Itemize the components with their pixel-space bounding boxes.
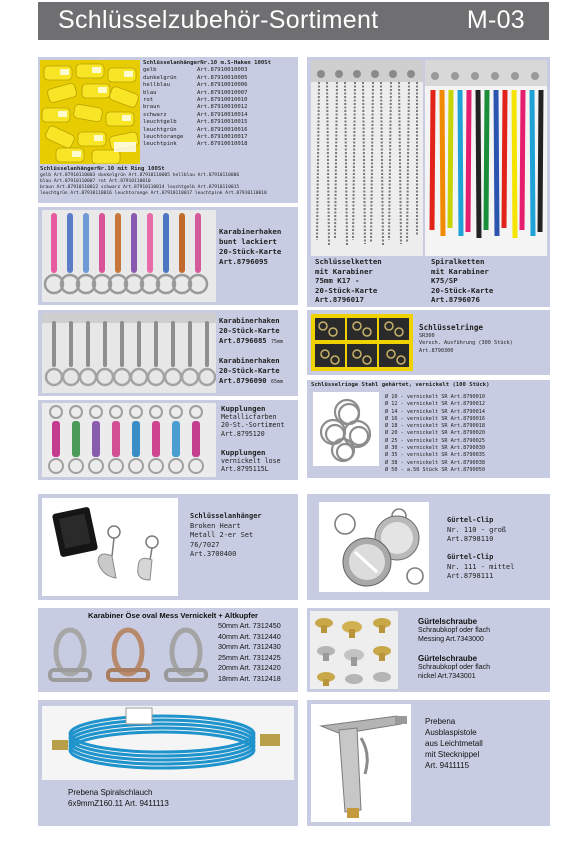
karabiner-20-art-b: Art.8796090 (219, 375, 267, 385)
spiral-art: Art.8796076 (431, 295, 480, 305)
chain-photo (311, 60, 423, 256)
broken-heart-panel (38, 494, 298, 600)
list-item: hellblau Art.87910010006 (143, 82, 248, 89)
schluesselringe-art: Art.8790300 (419, 347, 454, 354)
ringe-stahl-photo (313, 392, 379, 466)
karabiner-bunt-panel (38, 207, 298, 305)
keytag-photo (40, 60, 140, 164)
guertel-clip-photo (319, 502, 429, 592)
chain-title: Schlüsselketten (315, 257, 382, 266)
spiral-line: K75/SP (431, 276, 458, 286)
page-header (38, 2, 549, 40)
list-item: Ø 16 - vernickelt SR Art.8790016 (385, 415, 485, 422)
list-item: 20mm Art. 7312420 (218, 663, 281, 673)
spiralschlauch-panel (38, 700, 298, 826)
karabiner-20-photo (42, 313, 216, 393)
guertelschraube-art-b: nickel Art.7343001 (418, 673, 476, 681)
guertel-clip-title-b: Gürtel-Clip (447, 553, 494, 561)
spiralschlauch-text (68, 787, 169, 809)
ausblaspistole-line: mit Stecknippel (425, 750, 480, 759)
karabiner-oese-title: Karabiner Öse oval Mess Vernickelt + Altkupfer (88, 611, 259, 620)
broken-heart-text (190, 512, 262, 560)
spiralschlauch-art: 6x9mmZ160.11 Art. 9411113 (68, 799, 169, 808)
list-item: Ø 18 - vernickelt SR Art.8790018 (385, 423, 485, 430)
karabiner-20-text-a (219, 316, 283, 347)
list-item: gelb Art.87910110003 dunkelgrün Art.87910110005 hellblau Art.87910110006 (40, 173, 240, 178)
kupplungen-photo (42, 403, 216, 477)
guertelschraube-title-a: Gürtelschraube (418, 617, 478, 626)
list-item: leuchtgrün Art.87910010016 (143, 126, 248, 133)
kupplungen-text-b (221, 449, 281, 474)
kupplungen-title-b: Kupplungen (221, 448, 266, 457)
guertel-clip-text-b (447, 553, 514, 582)
ringe-stahl-panel (307, 380, 550, 478)
ausblaspistole-line: aus Leichtmetall (425, 739, 483, 748)
kupplungen-panel (38, 400, 298, 480)
karabiner-20-line-b: 20-Stück-Karte (219, 365, 280, 375)
schluesselringe-text (419, 322, 513, 355)
chain-art: Art.8796017 (315, 295, 364, 305)
broken-heart-line: 76/7027 (190, 540, 220, 549)
karabiner-20-line-a: 20-Stück-Karte (219, 325, 280, 335)
list-item: schwarz Art.87910010014 (143, 111, 248, 118)
list-item: Ø 20 - vernickelt SR Art.8790020 (385, 430, 485, 437)
chain-line: 20-Stück-Karte (315, 285, 378, 295)
guertelschraube-text-b (418, 654, 490, 682)
list-item: Ø 50 - a.50 Stück SR Art.8790050 (385, 466, 485, 473)
list-item: leuchtgrün Art.87910110016 leuchtorange Art.87910110017 leuchtpink Art.87910110018 (40, 191, 267, 196)
schluesselringe-photo (311, 314, 413, 371)
list-item: leuchtgelb Art.87910010015 (143, 119, 248, 126)
list-item: Ø 12 - vernickelt SR Art.8790012 (385, 401, 485, 408)
ausblaspistole-brand: Prebena (425, 717, 456, 726)
karabiner-bunt-line: bunt lackiert (219, 237, 277, 246)
karabiner-bunt-photo (42, 210, 216, 302)
list-item: blau Art.87910110007 rot Art.87910110010 (40, 179, 151, 184)
list-item: Ø 25 - vernickelt SR Art.8790025 (385, 437, 485, 444)
list-item: rot Art.87910010010 (143, 97, 248, 104)
list-item: Ø 30 - vernickelt SR Art.8790030 (385, 445, 485, 452)
guertel-clip-text-a (447, 516, 506, 545)
spiral-title: Spiralketten (431, 257, 485, 266)
spiral-text (431, 257, 493, 305)
list-item: 40mm Art. 7312440 (218, 631, 281, 641)
karabiner-20-title-a: Karabinerhaken (219, 316, 280, 325)
guertelschraube-line-b: Schraubkopf oder flach (418, 664, 490, 672)
broken-heart-title: Schlüsselanhänger (190, 512, 262, 520)
ausblaspistole-photo (311, 704, 411, 822)
guertel-clip-art-a: Art.8798110 (447, 535, 494, 544)
ausblaspistole-panel (307, 700, 550, 826)
karabiner-oese-photo (40, 622, 210, 690)
spiralschlauch-photo (42, 706, 294, 780)
list-item: 30mm Art. 7312430 (218, 642, 281, 652)
ringe-stahl-title: Schlüsselringe Stahl gehärtet, vernickelt (100 Stück) (311, 382, 490, 388)
karabiner-bunt-text (219, 227, 281, 267)
spiralschlauch-title: Prebena Spiralschlauch (68, 788, 153, 797)
spiral-photo (425, 60, 547, 256)
schluesselringe-panel (307, 310, 550, 375)
broken-heart-photo (42, 498, 178, 596)
page-title: Schlüsselzubehör-Sortiment (58, 6, 379, 34)
karabiner-20-art-b-row (219, 376, 283, 388)
list-item: Ø 14 - vernickelt SR Art.8790014 (385, 408, 485, 415)
chain-line: 75mm K17 - (315, 276, 360, 286)
list-item: 25mm Art. 7312425 (218, 652, 281, 662)
keytag-list (143, 60, 271, 149)
kupplungen-art-b: Art.8795115L (221, 465, 269, 474)
keytag-panel (38, 57, 298, 203)
guertel-clip-line-b: Nr. 111 - mittel (447, 562, 515, 571)
broken-heart-line: Broken Heart (190, 521, 241, 530)
list-item: 50mm Art. 7312450 (218, 621, 281, 630)
ringe-stahl-list (385, 394, 485, 474)
guertelschraube-title-b: Gürtelschraube (418, 654, 478, 663)
guertel-clip-art-b: Art.8798111 (447, 572, 494, 581)
list-item: Ø 10 - vernickelt SR Art.8790010 (385, 394, 485, 400)
karabiner-bunt-line: 20-Stück-Karte (219, 247, 282, 256)
kupplungen-text-a (221, 405, 285, 438)
chain-text (315, 257, 382, 305)
kupplungen-line-b: vernickelt lose (221, 457, 281, 466)
sortiment-code: M-03 (466, 6, 525, 34)
schluesselringe-line: Versch. Ausführung (300 Stück) (419, 340, 513, 347)
guertelschraube-photo (310, 611, 398, 689)
list-item: 18mm Art. 7312418 (218, 673, 281, 683)
ausblaspistole-text (425, 716, 483, 771)
karabiner-bunt-title: Karabinerhaken (219, 227, 282, 236)
list-item: Ø 35 - vernickelt SR Art.8790035 (385, 452, 485, 459)
keytag-ring-list (40, 166, 267, 197)
list-item: braun Art.87910010012 (143, 104, 248, 111)
schluesselringe-title: Schlüsselringe (419, 323, 484, 332)
karabiner-oese-panel (38, 608, 298, 692)
kupplungen-title-a: Kupplungen (221, 404, 266, 413)
spiral-line: mit Karabiner (431, 266, 489, 276)
list-item: leuchtpink Art.87910010018 (143, 141, 248, 148)
karabiner-20-art-a: Art.8796085 (219, 335, 267, 345)
karabiner-bunt-art: Art.8796095 (219, 257, 268, 266)
keytag-list-title: SchlüsselanhängerNr.10 m.S-Haken 100St (143, 60, 271, 66)
kupplungen-art-a: Art.8795120 (221, 429, 265, 438)
guertelschraube-line-a: Schraubkopf oder flach (418, 627, 490, 635)
chain-line: mit Karabiner (315, 266, 373, 276)
karabiner-20-size-b: 65mm (270, 378, 283, 385)
karabiner-20-size-a: 75mm (270, 338, 283, 345)
kupplungen-line-a: Metallicfarben (221, 413, 277, 422)
karabiner-20-art-a-row (219, 336, 283, 348)
list-item: leuchtorange Art.87910010017 (143, 134, 248, 141)
karabiner-20-title-b: Karabinerhaken (219, 356, 280, 365)
guertel-clip-line-a: Nr. 110 - groß (447, 525, 507, 534)
spiral-line: 20-Stück-Karte (431, 285, 494, 295)
karabiner-oese-sizes (218, 621, 281, 685)
karabiner-20-panel (38, 310, 298, 396)
ausblaspistole-art: Art. 9411115 (425, 761, 470, 770)
karabiner-20-text-b (219, 356, 283, 387)
guertelschraube-panel (307, 608, 550, 692)
guertelschraube-text-a (418, 617, 490, 645)
ausblaspistole-title: Ausblaspistole (425, 728, 477, 737)
kupplungen-line-a: 20-St.-Sortiment (221, 421, 285, 430)
guertelschraube-art-a: Messing Art.7343000 (418, 636, 484, 644)
guertel-clip-panel (307, 494, 550, 600)
list-item: blau Art.87910010007 (143, 89, 248, 96)
list-item: gelb Art.87910010003 (143, 67, 248, 74)
broken-heart-line: Metall 2-er Set (190, 531, 254, 540)
guertel-clip-title-a: Gürtel-Clip (447, 516, 494, 524)
keytag-ring-title: SchlüsselanhängerNr.10 mit Ring 100St (40, 166, 165, 172)
list-item: Ø 38 - vernickelt SR Art.8790038 (385, 459, 485, 466)
schluesselringe-line: SR300 (419, 333, 435, 339)
chains-panel (307, 57, 550, 307)
list-item: dunkelgrün Art.87910010005 (143, 74, 248, 81)
list-item: braun Art.87910110012 schwarz Art.87910110014 leuchtgelb Art.87910110015 (40, 185, 240, 190)
broken-heart-art: Art.3700400 (190, 550, 237, 559)
